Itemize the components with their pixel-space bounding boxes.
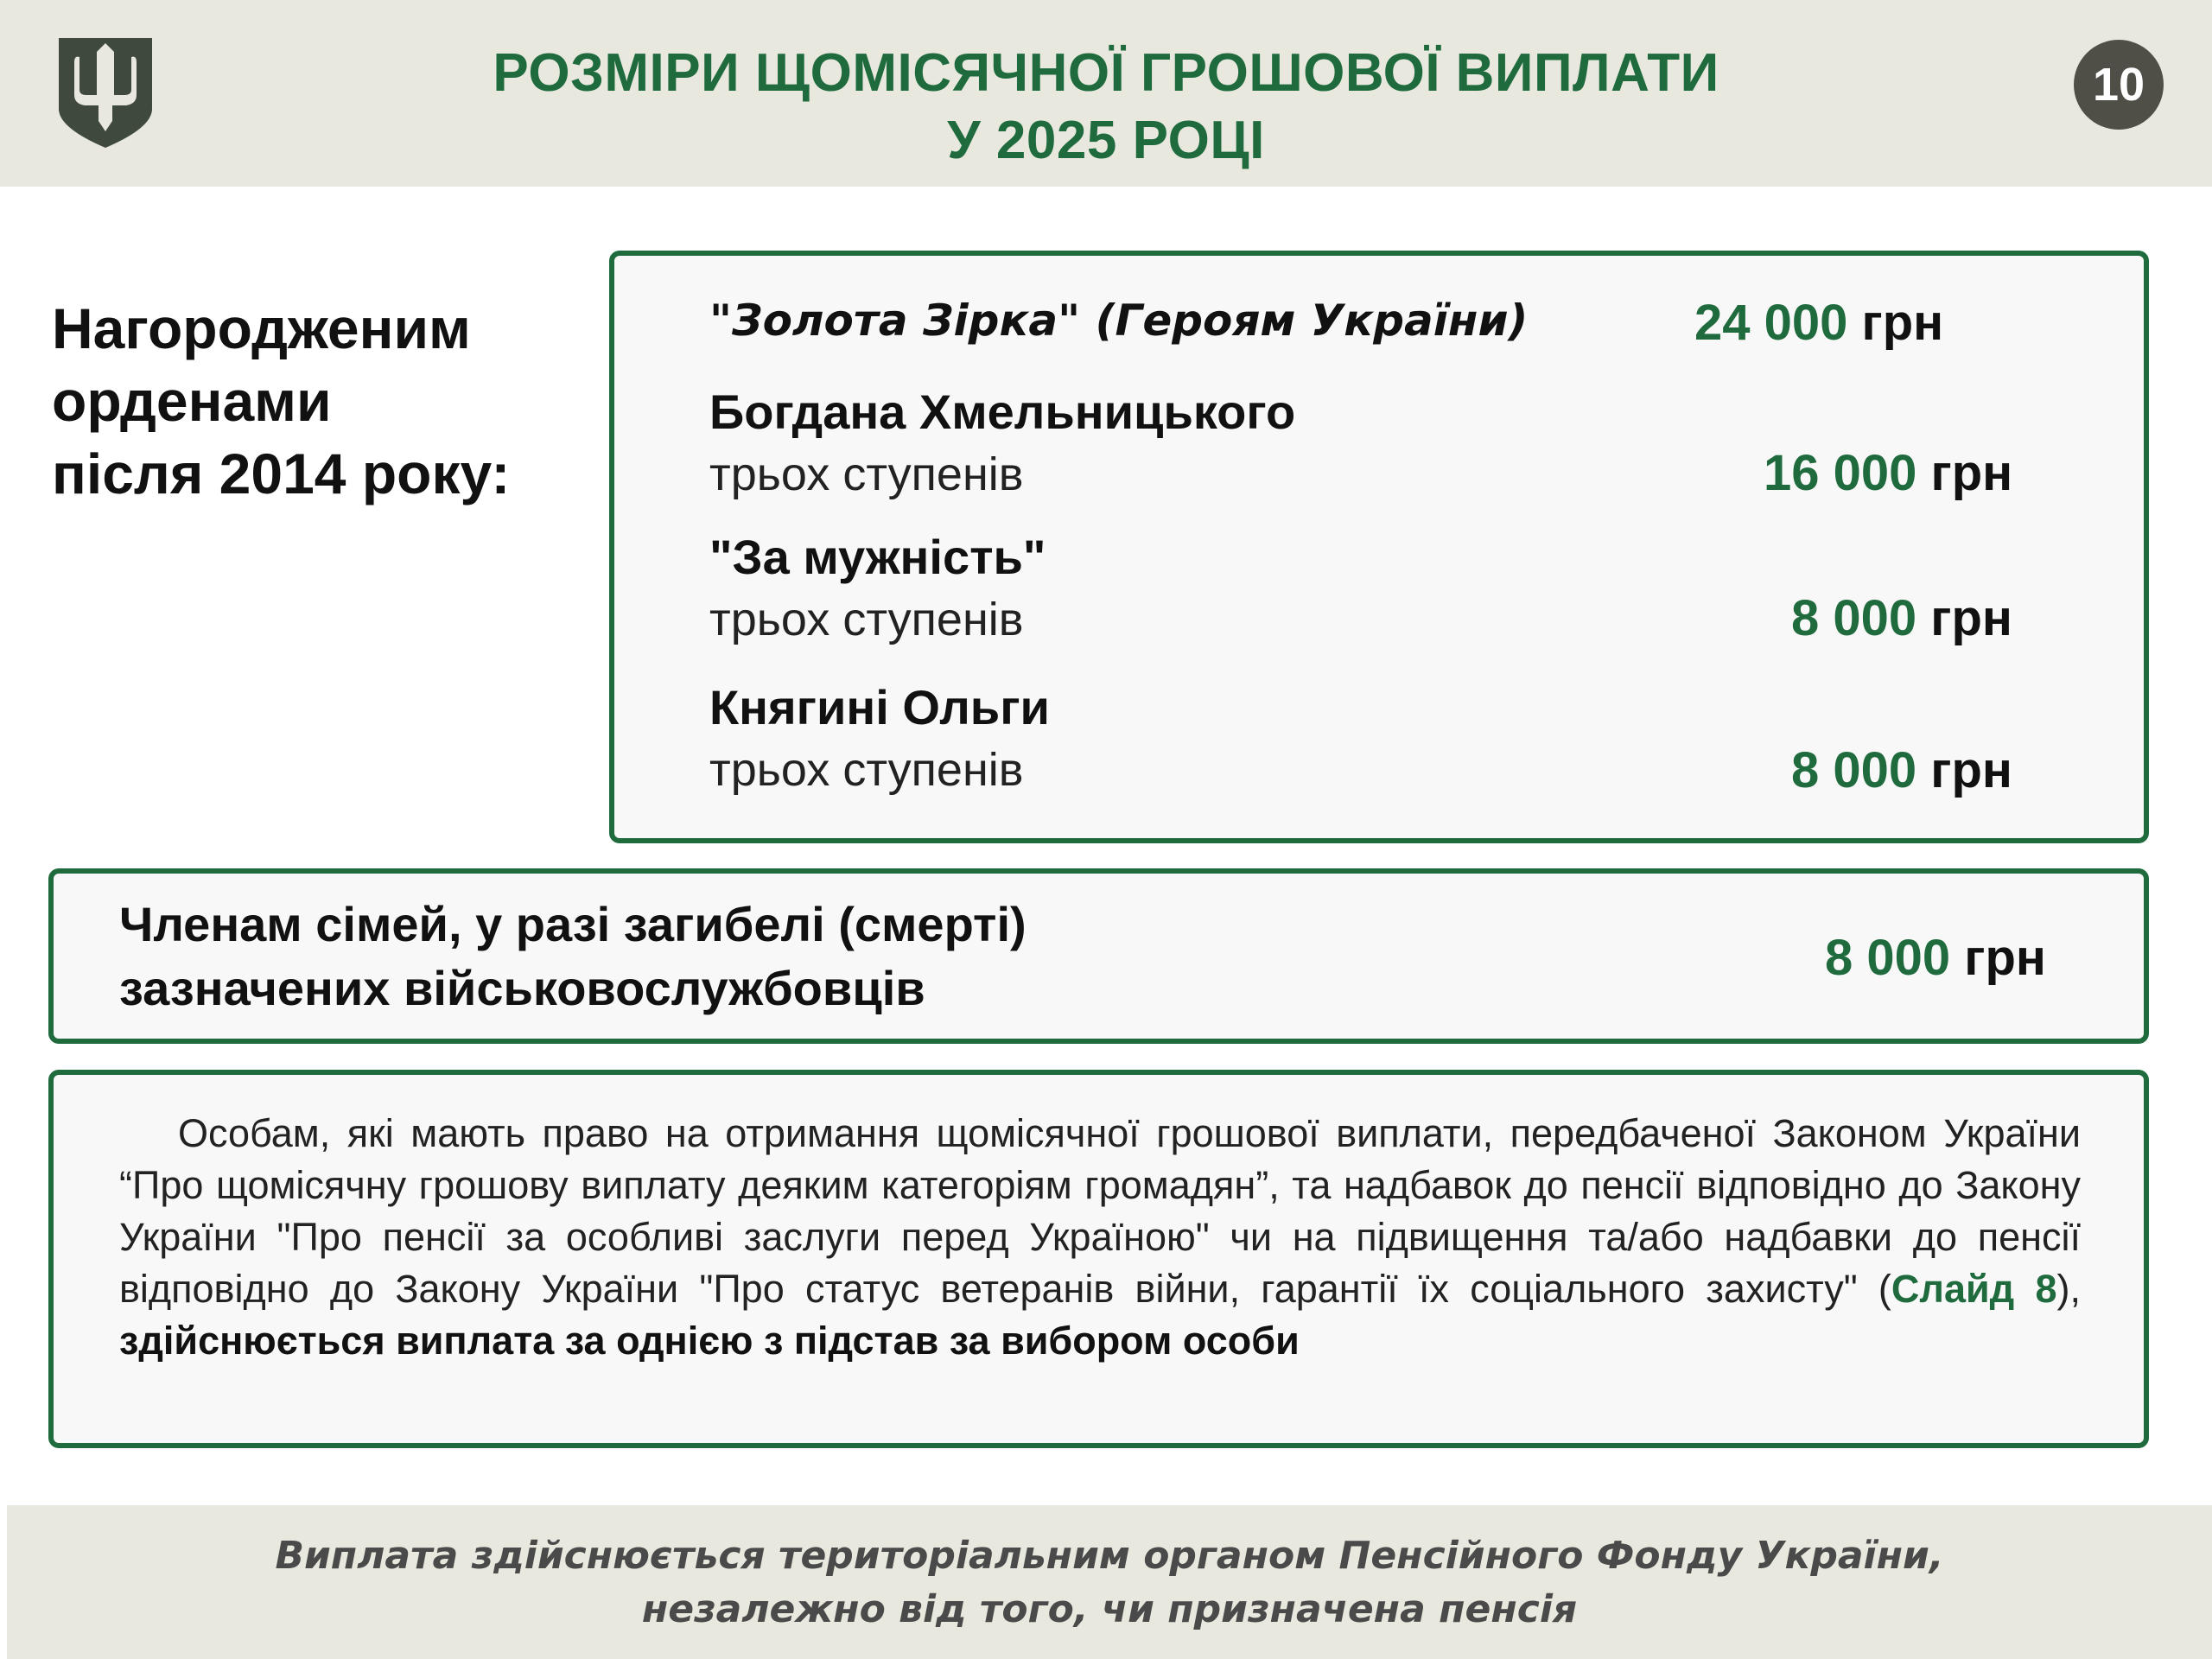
footer-note-line: незалежно від того, чи призначена пенсія [641,1587,1578,1631]
family-members-line: зазначених військовослужбовців [119,961,925,1015]
recipients-heading-line: Нагородженим [52,296,471,360]
order-name-golden-star: "Золота Зірка" (Героям України) [709,296,1529,346]
page-title-line: У 2025 РОЦІ [947,111,1265,170]
recipients-heading [52,292,588,510]
family-members-line: Членам сімей, у разі загибелі (смерті) [119,897,1027,951]
footer-note-line: Виплата здійснюється територіальним органом Пенсійного Фонду України, [275,1534,1944,1578]
amount-value: 24 000 [1694,295,1848,351]
amount-value: 8 000 [1825,930,1951,986]
family-members-text [119,893,1027,1020]
recipients-heading-line: орденами [52,369,332,433]
amount-unit: грн [1964,930,2046,986]
amount-value: 8 000 [1791,590,1917,646]
header-band [0,0,2212,187]
amount-value: 8 000 [1791,742,1917,798]
recipients-heading-line: після 2014 року: [52,442,511,505]
note-text: ), [2056,1267,2081,1311]
footer-note [7,1529,2212,1637]
order-amount [1791,741,2012,799]
order-degree-label: трьох ступенів [709,744,1024,796]
footer-band [7,1505,2212,1659]
order-name-olga: Княгині Ольги [709,680,1050,734]
note-text: Особам, які мають право на отримання щомісячної грошової виплати, передбаченої Законом України “Про щомісячну грошову виплату деяким категоріям громадян”, та надбавок до пенсії відповідно до Закону України "Про пенсії за особливі заслуги перед Україною" чи на підвищення та/або надбавки до пенсії відповідно до Закону України "Про статус ветеранів війни, гарантії їх соціального захисту" ( [119,1111,2081,1311]
page-title-line: РОЗМІРИ ЩОМІСЯЧНОЇ ГРОШОВОЇ ВИПЛАТИ [493,43,1719,103]
orders-box [609,251,2149,843]
trident-shield-icon [55,35,156,151]
slide-8-link[interactable]: Слайд 8 [1891,1267,2057,1311]
order-name-courage: "За мужність" [709,530,1046,584]
amount-unit: грн [1930,742,2012,798]
amount-unit: грн [1861,295,1944,351]
note-emphasis: здійснюється виплата за однією з підстав за вибором особи [119,1319,1300,1363]
note-box [48,1070,2149,1448]
amount-unit: грн [1930,590,2012,646]
order-amount [1791,589,2012,647]
amount-value: 16 000 [1764,445,1917,501]
family-members-box [48,868,2149,1044]
order-degree-label: трьох ступенів [709,594,1024,645]
page-title [259,40,1953,175]
order-amount [1764,444,2012,502]
amount-unit: грн [1930,445,2013,501]
note-paragraph [119,1108,2081,1367]
page-number-badge: 10 [2074,40,2164,130]
order-name-khmelnytsky: Богдана Хмельницького [709,385,1296,439]
order-degree-label: трьох ступенів [709,448,1024,500]
family-amount [1825,929,2046,987]
order-amount [1694,294,1943,352]
